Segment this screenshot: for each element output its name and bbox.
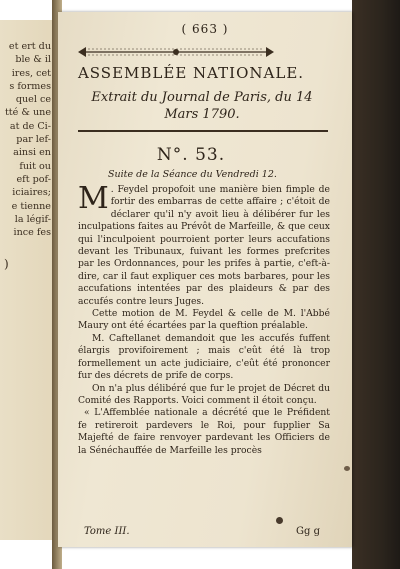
left-line: e tienne — [11, 200, 51, 212]
article-body — [78, 181, 330, 457]
left-line: ainsi en — [13, 147, 51, 159]
page-footer — [84, 526, 320, 537]
left-line: s formes — [9, 80, 51, 92]
paragraph-3: M. Caftellanet demandoit que les accufés fuffent élargis provifoirement ; mais c'eût été là trop formellement un acte judiciaire, c'eût été prononcer fur des décrets de prife de corps. — [78, 332, 330, 382]
ink-stain — [276, 517, 283, 524]
left-line: eft pof- — [16, 173, 51, 185]
left-page-fragment — [0, 20, 54, 540]
left-line: quel ce — [15, 94, 51, 106]
left-paren: ) — [4, 257, 9, 271]
left-line: et ert du — [8, 41, 51, 52]
ink-stain — [344, 466, 350, 471]
ornament-divider — [78, 45, 274, 59]
left-line: tté & une — [4, 107, 51, 119]
journal-extract-line: Extrait du Journal de Paris, du 14 Mars 1790. — [91, 90, 313, 122]
signature-mark: Gg g — [296, 526, 320, 537]
tome-label: Tome III. — [84, 526, 130, 537]
page-title: ASSEMBLÉE NATIONALE. — [77, 64, 305, 82]
paragraph-5: « L'Affemblée nationale a décrété que le Préfident fe retireroit pardevers le Roi, pour fupplier Sa Majefté de faire renvoyer pardevant les Officiers de la Sénéchauffée de Marfeille les procès — [78, 407, 330, 456]
left-line: at de Ci- — [9, 120, 51, 132]
paragraph-4: On n'a plus délibéré que fur le projet de Décret du Comité des Rapports. Voici comment il étoit conçu. — [78, 382, 330, 406]
paragraph-1-text: . Feydel propofoit une manière bien fimple de fortir des embarras de cette affaire ; c'étoit de déclarer qu'il n'y avoit lieu à délibérer fur les inculpations faites au Prévôt de Marfeille, & que ceux qui l'inculpoient pourroient porter leurs accufations devant les Tribunaux, fuivant les formes prefcrites par les Ordonnances, pour les prifes à partie, c'eft-à-dire, car il faut expliquer ces mots barbares, pour les accufations intentées par des plaideurs & par des accufés contre leurs Juges. — [78, 184, 330, 307]
left-line: fuit ou — [19, 160, 51, 172]
issue-number: N°. 53. — [156, 145, 226, 165]
section-rule — [78, 130, 328, 132]
session-subtitle: Suite de la Séance du Vendredi 12. — [108, 169, 277, 180]
drop-cap: M — [78, 181, 109, 216]
left-line: ble & il — [15, 54, 51, 66]
left-line: ires, cet — [11, 67, 51, 79]
page-number: ( 663 ) — [181, 22, 229, 36]
paragraph-2: Cette motion de M. Feydel & celle de M. l'Abbé Maury ont été écartées par la queftion préalable. — [78, 308, 330, 332]
left-line: ince fes — [13, 227, 51, 239]
left-page-text — [0, 40, 54, 239]
book-cover-edge — [352, 0, 400, 569]
left-line: iciaires; — [12, 187, 51, 199]
main-page — [58, 12, 352, 547]
left-line: par lef- — [16, 134, 51, 146]
paragraph-1 — [78, 181, 330, 308]
left-line: la légif- — [14, 213, 51, 225]
